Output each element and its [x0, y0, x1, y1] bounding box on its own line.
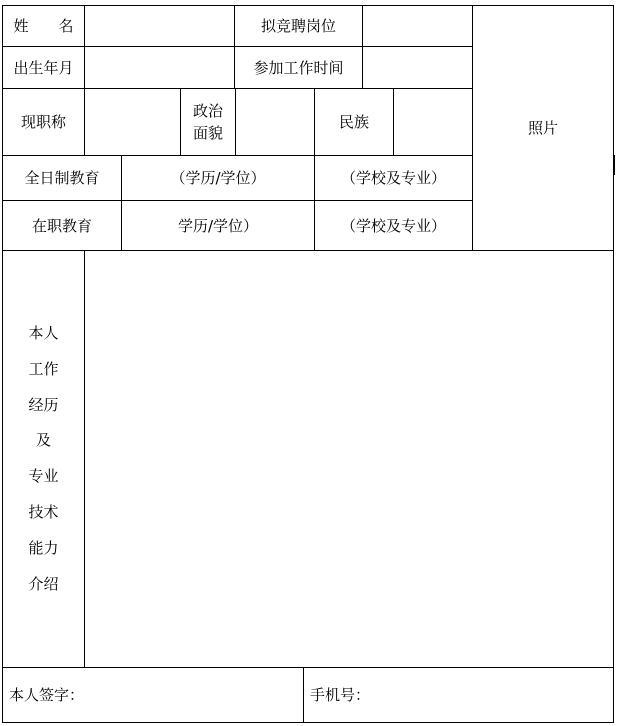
political-label: 政治 面貌: [192, 102, 223, 142]
ethnicity-field[interactable]: [394, 89, 472, 155]
name-field[interactable]: [85, 6, 234, 46]
work-start-label: 参加工作时间: [253, 58, 344, 77]
edge-mark: [613, 155, 615, 175]
rule: [2, 722, 614, 723]
position-label: 拟竞聘岗位: [260, 17, 336, 35]
experience-label: 本人 工作 经历 及 专业 技术 能力 介绍: [28, 324, 59, 593]
birth-field[interactable]: [85, 47, 234, 88]
rule: [613, 5, 614, 723]
fulltime-degree-field[interactable]: （学历/学位）: [170, 169, 266, 187]
ethnicity-label: 民族: [338, 113, 369, 131]
experience-field[interactable]: [85, 251, 613, 667]
fulltime-edu-label: 全日制教育: [24, 169, 100, 187]
position-field[interactable]: [363, 6, 472, 46]
photo-box[interactable]: 照片: [527, 119, 558, 137]
title-label: 现职称: [20, 113, 66, 131]
phone-label[interactable]: 手机号：: [310, 686, 371, 704]
inservice-school-field[interactable]: （学校及专业）: [340, 216, 446, 235]
inservice-degree-field[interactable]: 学历/学位）: [177, 216, 259, 235]
fulltime-school-field[interactable]: （学校及专业）: [340, 169, 446, 187]
signature-label[interactable]: 本人签字：: [9, 686, 85, 704]
title-field[interactable]: [85, 89, 180, 155]
name-label: 姓 名: [13, 17, 74, 35]
birth-label: 出生年月: [13, 58, 74, 77]
inservice-edu-label: 在职教育: [31, 216, 92, 235]
political-field[interactable]: [236, 89, 314, 155]
work-start-field[interactable]: [363, 47, 472, 88]
